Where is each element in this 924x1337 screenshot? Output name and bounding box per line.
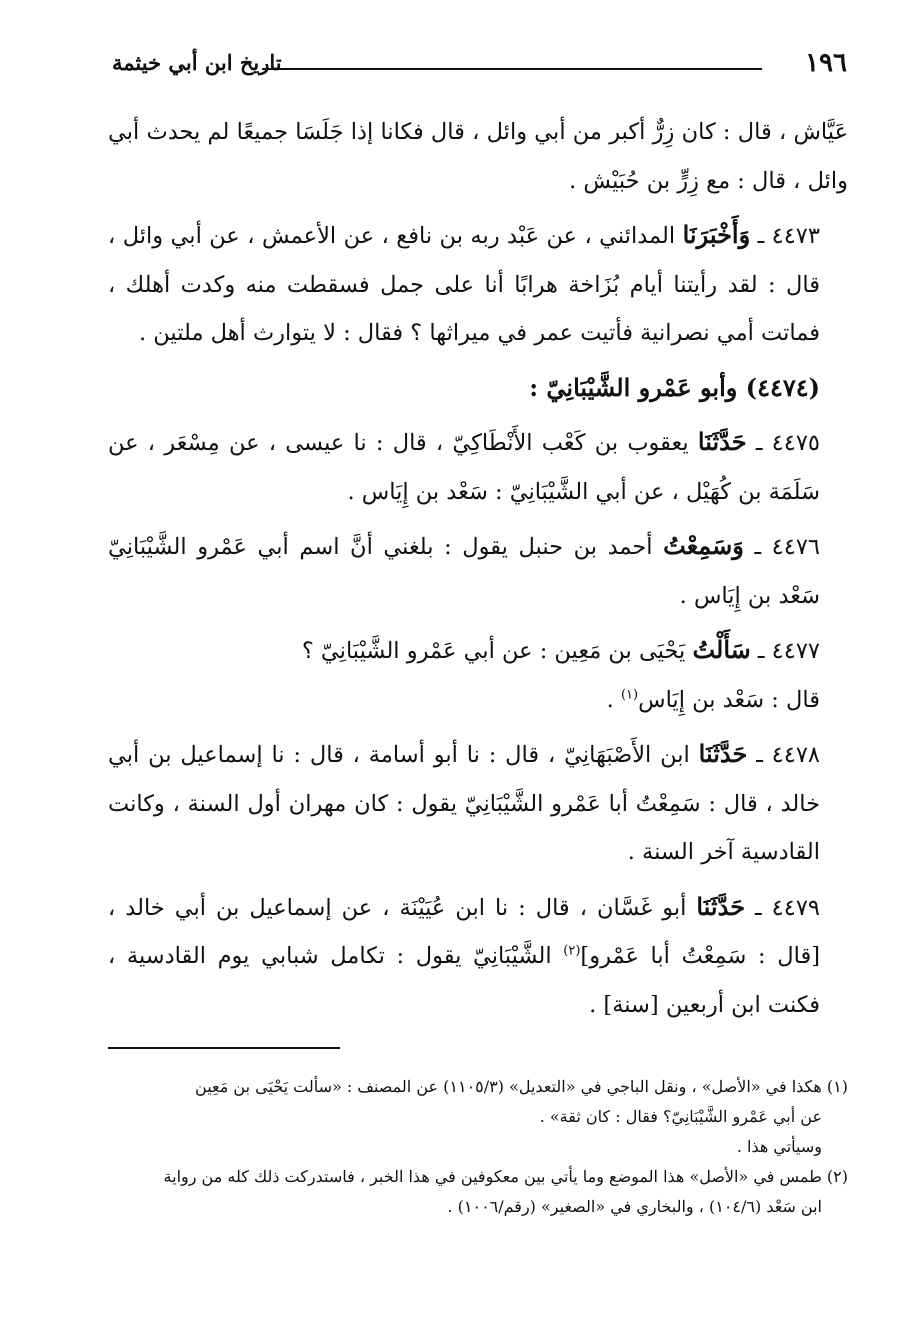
paragraph-text: يَحْيَى بن مَعِين : عن أبي عَمْرو الشَّيْبَانِيّ ؟: [301, 638, 686, 664]
footnote-1: (١) هكذا في «الأصل» ، ونقل الباجي في «التعديل» (١١٠٥/٣) عن المصنف : «سألت يَحْيَى بن مَعِين: [195, 1077, 848, 1096]
transmission-keyword: وَسَمِعْتُ: [663, 531, 744, 560]
footnotes: [108, 1072, 848, 1222]
report-number: ٤٤٧٩ ـ: [755, 894, 820, 921]
transmission-keyword: وَأَخْبَرَنَا: [682, 220, 751, 249]
transmission-keyword: سَأَلْتُ: [692, 635, 751, 664]
report-number: ٤٤٧٦ ـ: [754, 534, 820, 560]
footnote-1-continued: عن أبي عَمْرو الشَّيْبَانِيّ؟ فقال : كان ثقة» .: [539, 1107, 822, 1126]
paragraph-4477-answer: [108, 676, 848, 725]
paragraph-text: الشَّيْبَانِيّ يقول : تكامل شبابي يوم القادسية ، فكنت ابن أربعين [سنة] .: [108, 943, 820, 1018]
paragraph-text: ابن الأَصْبَهَانِيّ ، قال : نا أبو أسامة ، قال : نا إسماعيل بن أبي خالد ، قال : سَمِعْتُ أبا عَمْرو الشَّيْبَانِيّ يقول : كان مهران أول السنة ، وكانت القادسية آخر السنة .: [108, 742, 820, 865]
paragraph-text: أبو غَسَّان ، قال : نا ابن عُيَيْنَة ، عن إسماعيل بن أبي خالد ،: [108, 894, 687, 921]
transmission-keyword: حَدَّثَنَا: [697, 427, 747, 456]
paragraph-text: قال : سَعْد بن إِيَاس: [638, 686, 820, 713]
footnote-1-note: وسيأتي هذا .: [736, 1137, 822, 1156]
paragraph-text: المدائني ، عن عَبْد ربه بن نافع ، عن الأعمش ، عن أبي وائل ، قال : لقد رأيتنا أيام بُزَاخة هرابًا أنا على جمل فسقطت منه وكدت أهلك ، فماتت أمي نصرانية فأتيت عمر في ميراثها ؟ فقال : لا يتوارث أهل ملتين .: [108, 223, 820, 346]
report-number: ٤٤٧٧ ـ: [757, 638, 820, 664]
running-title: تاريخ ابن أبي خيثمة: [112, 50, 282, 75]
header-rule: [262, 68, 762, 70]
paragraph-4473: [108, 211, 848, 358]
paragraph-text: عَيَّاش ، قال : كان زِرٌّ أكبر من أبي وائل ، قال فكانا إذا جَلَسَا جميعًا لم يحدث أبي وائل ، قال : مع زِرٍّ بن حُبَيْش .: [108, 119, 848, 194]
paragraph-4479: [108, 883, 848, 1030]
paragraph-continuation: [108, 108, 848, 205]
report-number: ٤٤٧٨ ـ: [756, 742, 820, 768]
footnote-2: (٢) طمس في «الأصل» هذا الموضع وما يأتي بين معكوفين في هذا الخبر ، فاستدركت ذلك كله من رواية: [163, 1167, 848, 1186]
transmission-keyword: حَدَّثَنَا: [696, 891, 746, 921]
footnote-marker-1[interactable]: (١): [620, 687, 639, 702]
footnote-separator: [108, 1047, 340, 1049]
report-number: ٤٤٧٥ ـ: [755, 430, 821, 456]
section-heading: (٤٤٧٤) وأبو عَمْرو الشَّيْبَانِيّ :: [529, 372, 820, 402]
footnote-2-continued: ابن سَعْد (١٠٤/٦) ، والبخاري في «الصغير» (رقم/١٠٠٦) .: [447, 1197, 822, 1216]
paragraph-4476: [108, 522, 848, 620]
paragraph-text: يعقوب بن كَعْب الأَنْطَاكِيّ ، قال : نا عيسى ، عن مِسْعَر ، عن سَلَمَة بن كُهَيْل ، عن أبي الشَّيْبَانِيّ : سَعْد بن إِيَاس .: [108, 430, 820, 505]
report-number: ٤٤٧٣ ـ: [757, 223, 820, 249]
main-text: [108, 108, 848, 1035]
transmission-keyword: حَدَّثَنَا: [698, 739, 748, 768]
paragraph-4477: [108, 626, 848, 676]
footnote-marker-2[interactable]: (٢): [563, 943, 581, 959]
paragraph-text: أحمد بن حنبل يقول : بلغني أنَّ اسم أبي عَمْرو الشَّيْبَانِيّ سَعْد بن إِيَاس .: [108, 534, 820, 609]
paragraph-4478: [108, 730, 848, 877]
punctuation: .: [606, 686, 621, 713]
bracketed-insertion: [قال : سَمِعْتُ أبا عَمْرو]: [580, 943, 820, 969]
page-number: ١٩٦: [805, 48, 847, 78]
page-header: [112, 48, 847, 88]
paragraph-4475: [108, 418, 848, 516]
